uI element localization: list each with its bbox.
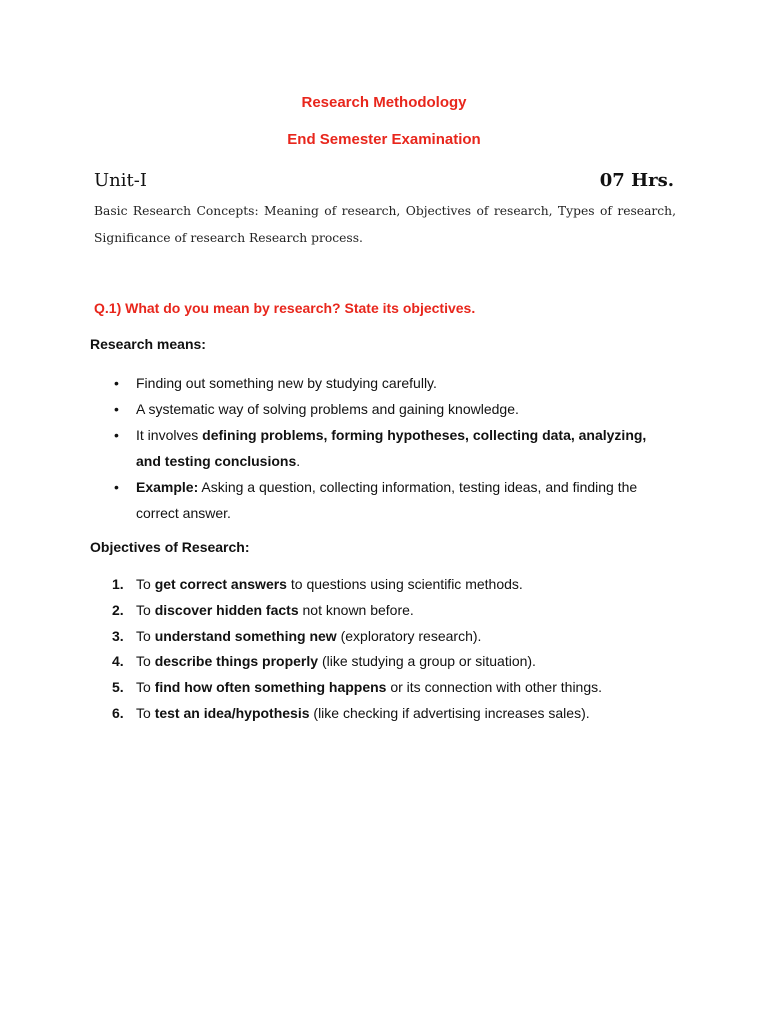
research-means-heading: Research means: <box>90 336 206 352</box>
list-item-emphasis: find how often something happens <box>154 679 387 696</box>
research-means-list <box>110 370 670 526</box>
list-item-text: To <box>136 704 155 721</box>
list-item-text: not known before. <box>298 601 414 618</box>
list-item <box>110 422 670 474</box>
list-item-text: To <box>136 601 155 618</box>
list-item-text: (like checking if advertising increases sales). <box>309 704 590 721</box>
list-item <box>112 572 692 598</box>
list-item-emphasis: understand something new <box>154 627 337 644</box>
list-item <box>110 370 670 396</box>
document-title: Research Methodology <box>301 94 467 111</box>
list-item <box>112 624 692 650</box>
list-item-text: To <box>136 576 155 592</box>
list-item-text: To <box>136 679 155 696</box>
list-item <box>112 701 692 727</box>
list-item-text: To <box>136 653 155 670</box>
list-item <box>110 396 670 422</box>
list-item-text: It involves <box>136 427 203 443</box>
list-item-text: Finding out something new by studying carefully. <box>136 375 437 391</box>
list-item <box>112 598 692 624</box>
document-subtitle: End Semester Examination <box>287 131 481 148</box>
unit-header <box>94 170 674 191</box>
list-item-text: To <box>136 627 155 644</box>
list-item-text: (exploratory research). <box>336 627 482 644</box>
syllabus-label: Basic Research Concepts: <box>94 204 259 218</box>
list-item-emphasis: get correct answers <box>154 576 287 592</box>
list-item <box>110 474 670 526</box>
list-number: 3. <box>112 627 124 644</box>
objectives-heading: Objectives of Research: <box>90 539 250 555</box>
list-item-text: to questions using scientific methods. <box>286 576 523 592</box>
unit-hours: 07 Hrs. <box>599 170 674 191</box>
list-item-emphasis: test an idea/hypothesis <box>154 704 310 721</box>
list-item <box>112 675 692 701</box>
list-item-text: or its connection with other things. <box>386 679 603 696</box>
list-item-text: Asking a question, collecting information, testing ideas, and finding the correct answer. <box>136 479 638 521</box>
list-item-emphasis: defining problems, forming hypotheses, collecting data, analyzing, and testing conclusions <box>136 427 647 469</box>
list-number: 2. <box>112 601 124 618</box>
list-number: 1. <box>112 576 124 592</box>
question-heading: Q.1) What do you mean by research? State its objectives. <box>94 300 476 316</box>
list-item-emphasis: describe things properly <box>154 653 319 670</box>
list-number: 6. <box>112 704 124 721</box>
list-item-text: A systematic way of solving problems and gaining knowledge. <box>136 401 519 417</box>
list-item-emphasis: discover hidden facts <box>154 601 299 618</box>
list-item-text: (like studying a group or situation). <box>318 653 536 670</box>
list-number: 5. <box>112 679 124 696</box>
objectives-list <box>112 572 692 727</box>
list-item-emphasis: Example: <box>136 479 199 495</box>
unit-name: Unit-I <box>94 170 147 191</box>
list-number: 4. <box>112 653 124 670</box>
list-item-text: . <box>296 453 301 469</box>
list-item <box>112 649 692 675</box>
syllabus-text: Meaning of research, Objectives of research, Types of research, Significance of research Research process. <box>94 204 676 245</box>
unit-syllabus <box>94 198 676 252</box>
